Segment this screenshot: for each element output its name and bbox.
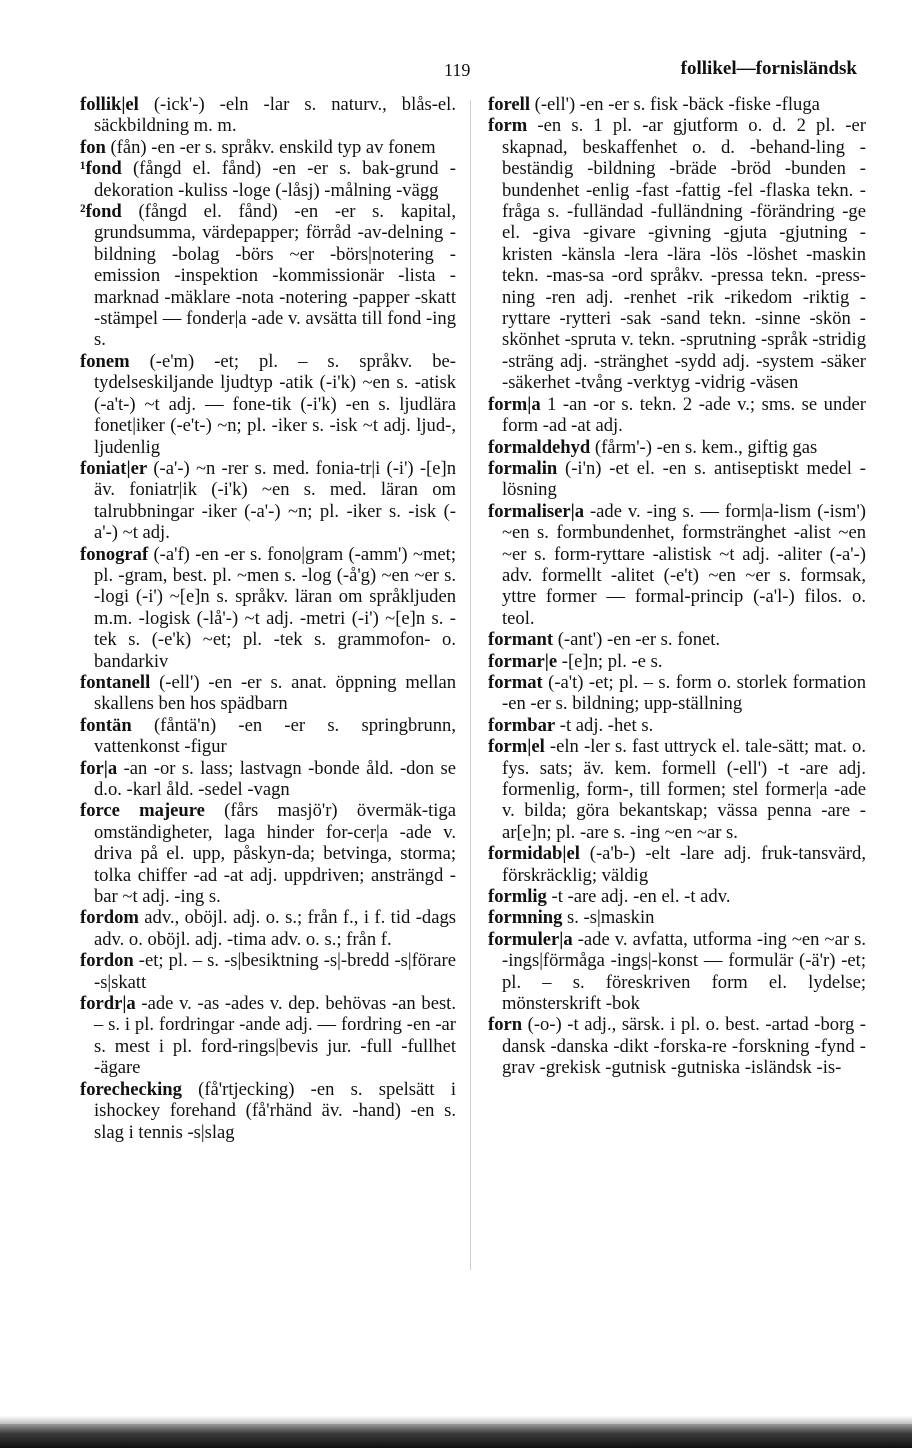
page-number: 119: [444, 60, 471, 80]
entry-body: (fårs masjö'r) övermäk-tiga omständigheter, laga hinder for-cer|a -ade v. driva på el. upp, påskyn-da; betvinga, storma; tolka chiffer -ad -at adj. uppdriven; ansträngd -bar ~t adj. -ing s.: [94, 800, 456, 908]
dictionary-entry: [80, 758, 456, 801]
entry-body: (-ick'-) -eln -lar s. naturv., blås-el. säckbildning m. m.: [94, 94, 456, 137]
entry-body: s. -s|maskin: [562, 907, 655, 929]
headword: foniat|er: [80, 457, 148, 479]
dictionary-entry: [488, 886, 866, 907]
entry-body: (-ant') -en -er s. fonet.: [553, 629, 721, 651]
dictionary-entry: [488, 629, 866, 650]
dictionary-entry: [488, 1014, 866, 1078]
dictionary-entry: [488, 929, 866, 1015]
dictionary-entry: [488, 672, 866, 715]
entry-body: (fåntä'n) -en -er s. springbrunn, vattenkonst -figur: [94, 714, 456, 758]
entry-body: -t adj. -het s.: [555, 714, 654, 736]
headword: fontän: [80, 714, 132, 736]
headword: for|a: [80, 757, 118, 779]
dictionary-entry: [488, 115, 866, 393]
scan-bottom-edge: [0, 1424, 912, 1448]
entry-body: -an -or s. lass; lastvagn -bonde åld. -don se d.o. -karl åld. -sedel -vagn: [94, 757, 456, 800]
scan-edge-fade: [0, 1416, 912, 1424]
entry-body: (-a'b-) -elt -lare adj. fruk-tansvärd, förskräcklig; väldig: [502, 843, 866, 886]
entry-body: (-ell') -en -er s. anat. öppning mellan skallens ben hos spädbarn: [94, 671, 456, 715]
dictionary-entry: [488, 94, 866, 115]
entry-body: (-a'f) -en -er s. fono|gram (-amm') ~met; pl. -gram, best. pl. ~men s. -log (-å'g) ~en ~er s. -logi (-i') ~[e]n s. språkv. läran om språkljuden m.m. -logisk (-lå'-) ~t adj. -metri (-i') ~[e]n s. -tek s. (-e'k) ~et; pl. -tek s. grammofon- o. bandarkiv: [94, 543, 456, 672]
headword: form|el: [488, 736, 545, 758]
headword: forn: [488, 1014, 523, 1036]
dictionary-entry: [488, 715, 866, 736]
headword: fonograf: [80, 543, 149, 565]
entry-body: (-a't) -et; pl. – s. form o. storlek formation -en -er s. bildning; upp-ställning: [502, 671, 866, 715]
headword: force majeure: [80, 800, 205, 822]
dictionary-entry: [80, 201, 456, 351]
entry-body: (få'rtjecking) -en s. spelsätt i ishockey forehand (få'rhänd äv. -hand) -en s. slag i tennis -s|slag: [94, 1078, 456, 1143]
column-divider: [470, 100, 471, 1270]
dictionary-entry: [80, 1079, 456, 1143]
headword: formant: [488, 629, 554, 651]
dictionary-entry: [488, 907, 866, 928]
dictionary-entry: [488, 437, 866, 458]
dictionary-entry: [80, 950, 456, 993]
headword: formning: [488, 907, 563, 929]
headword: forechecking: [80, 1078, 182, 1100]
dictionary-entry: [80, 458, 456, 544]
headword: follik|el: [80, 94, 139, 115]
headword: fon: [80, 136, 106, 158]
entry-body: -[e]n; pl. -e s.: [557, 650, 663, 672]
entry-body: (fångd el. fånd) -en -er s. bak-grund -dekoration -kuliss -loge (-låsj) -målning -vägg: [94, 158, 456, 201]
entry-body: -ade v. avfatta, utforma -ing ~en ~ar s. -ings|förmåga -ings|-konst — formulär (-ä'r) -et; pl. – s. föreskriven form el. lydelse; mönsterskrift -bok: [502, 928, 866, 1015]
entry-body: -eln -ler s. fast uttryck el. tale-sätt; mat. o. fys. sats; äv. kem. formell (-ell') -t -are adj. formenlig, form-, till formen; stel former|a -ade v. bilda; göra bekantskap; vässa penna -are -ar[e]n; pl. -are s. -ing ~en ~ar s.: [502, 736, 866, 843]
entry-body: (-a'-) ~n -rer s. med. fonia-tr|i (-i') -[e]n äv. foniatr|ik (-i'k) ~en s. med. läran om talrubbningar -iker (-a'-) ~n; pl. -iker s. -isk (-a'-) ~t adj.: [94, 457, 456, 544]
dictionary-entry: [80, 672, 456, 715]
dictionary-entry: [80, 715, 456, 758]
headword: formlig: [488, 886, 547, 908]
dictionary-entry: [80, 907, 456, 950]
headword: ²fond: [80, 201, 122, 223]
entry-body: -en s. 1 pl. -ar gjutform o. d. 2 pl. -er skapnad, beskaffenhet o. d. -behand-ling -beständig -bildning -bräde -bröd -bunden -bundenhet -enlig -fast -fattig -fel -flaska tekn. -fråga s. -fulländad -fulländning -förändring -ge el. -giva -givare -givning -gjuta -gjutning -kristen -känsla -lera -lära -lös -löshet -maskin tekn. -mas-sa -ord språkv. -pressa tekn. -press-ning -ren adj. -renhet -rik -rikedom -riktig -ryttare -rytteri -sak -sand tekn. -sinne -skön -skönhet -spruta v. tekn. -sprutning -språk -stridig -sträng adj. -stränghet -sydd adj. -system -säker -säkerhet -tvång -verktyg -vidrig -väsen: [502, 115, 866, 394]
dictionary-entry: [80, 800, 456, 907]
dictionary-entry: [488, 394, 866, 437]
headword: fordom: [80, 907, 139, 929]
entry-body: -ade v. -ing s. — form|a-lism (-ism') ~en s. formbundenhet, formstränghet -alist ~en ~er s. form-ryttare -alistisk ~t adj. -aliter (-a'-) adv. formellt -alitet (-e't) ~en ~er s. formsak, yttre former — formal-princip (-a'l-) filos. o. teol.: [502, 500, 866, 629]
entry-body: (-i'n) -et el. -en s. antiseptiskt medel -lösning: [502, 457, 866, 501]
headword: ¹fond: [80, 158, 122, 180]
entry-body: 1 -an -or s. tekn. 2 -ade v.; sms. se under form -ad -at adj.: [502, 393, 866, 437]
dictionary-entry: [80, 137, 456, 158]
dictionary-entry: [80, 993, 456, 1079]
entry-body: (fårm'-) -en s. kem., giftig gas: [590, 436, 818, 458]
dictionary-entry: [80, 158, 456, 201]
headword: formbar: [488, 714, 556, 736]
entry-body: -t -are adj. -en el. -t adv.: [546, 886, 731, 908]
headword: format: [488, 671, 543, 693]
entry-body: -ade v. -as -ades v. dep. behövas -an best. – s. i pl. fordringar -ande adj. — fordring -en -ar s. mest i pl. ford-rings|bevis jur. -full -fullhet -ägare: [94, 993, 456, 1079]
right-column: [488, 94, 866, 1079]
entry-body: (fångd el. fånd) -en -er s. kapital, grundsumma, värdepapper; förråd -av-delning -bildning -bolag -börs ~er -börs|notering -emission -inspektion -kommissionär -lista -marknad -mäklare -nota -notering -papper -skatt -stämpel — fonder|a -ade v. avsätta till fond -ing s.: [94, 201, 456, 351]
headword: formaliser|a: [488, 500, 584, 522]
dictionary-entry: [80, 351, 456, 458]
entry-body: (-ell') -en -er s. fisk -bäck -fiske -fluga: [530, 94, 820, 115]
headword: fordon: [80, 950, 134, 972]
headword: formar|e: [488, 650, 558, 672]
dictionary-entry: [488, 501, 866, 629]
headword: fordr|a: [80, 993, 136, 1015]
headword: formalin: [488, 457, 558, 479]
dictionary-entry: [488, 843, 866, 886]
headword: formaldehyd: [488, 436, 591, 458]
entry-body: adv., oböjl. adj. o. s.; från f., i f. tid -dags adv. o. oböjl. adj. -tima adv. o. s.; från f.: [94, 907, 456, 950]
dictionary-entry: [488, 458, 866, 501]
headword: form: [488, 115, 528, 137]
dictionary-entry: [488, 736, 866, 843]
entry-body: (fån) -en -er s. språkv. enskild typ av fonem: [105, 136, 436, 158]
dictionary-entry: [488, 651, 866, 672]
headword: fontanell: [80, 671, 151, 693]
headword: forell: [488, 94, 530, 115]
guide-words: follikel—fornisländsk: [680, 58, 857, 79]
dictionary-entry: [80, 94, 456, 137]
entry-body: (-e'm) -et; pl. – s. språkv. be-tydelseskiljande ljudtyp -atik (-i'k) ~en s. -atisk (-a't-) ~t adj. — fone-tik (-i'k) -en s. ljudlära fonet|iker (-e't-) ~n; pl. -iker s. -isk ~t adj. ljud-, ljudenlig: [94, 350, 456, 458]
entry-body: (-o-) -t adj., särsk. i pl. o. best. -artad -borg -dansk -danska -dikt -forska-re -forskning -fynd -grav -grekisk -gutnisk -gutniska -isländsk -is-: [502, 1014, 866, 1079]
headword: form|a: [488, 393, 541, 415]
headword: formuler|a: [488, 928, 573, 950]
headword: formidab|el: [488, 843, 580, 865]
entry-body: -et; pl. – s. -s|besiktning -s|-bredd -s|förare -s|skatt: [94, 950, 456, 993]
headword: fonem: [80, 350, 130, 372]
left-column: [80, 94, 456, 1143]
dictionary-entry: [80, 544, 456, 672]
